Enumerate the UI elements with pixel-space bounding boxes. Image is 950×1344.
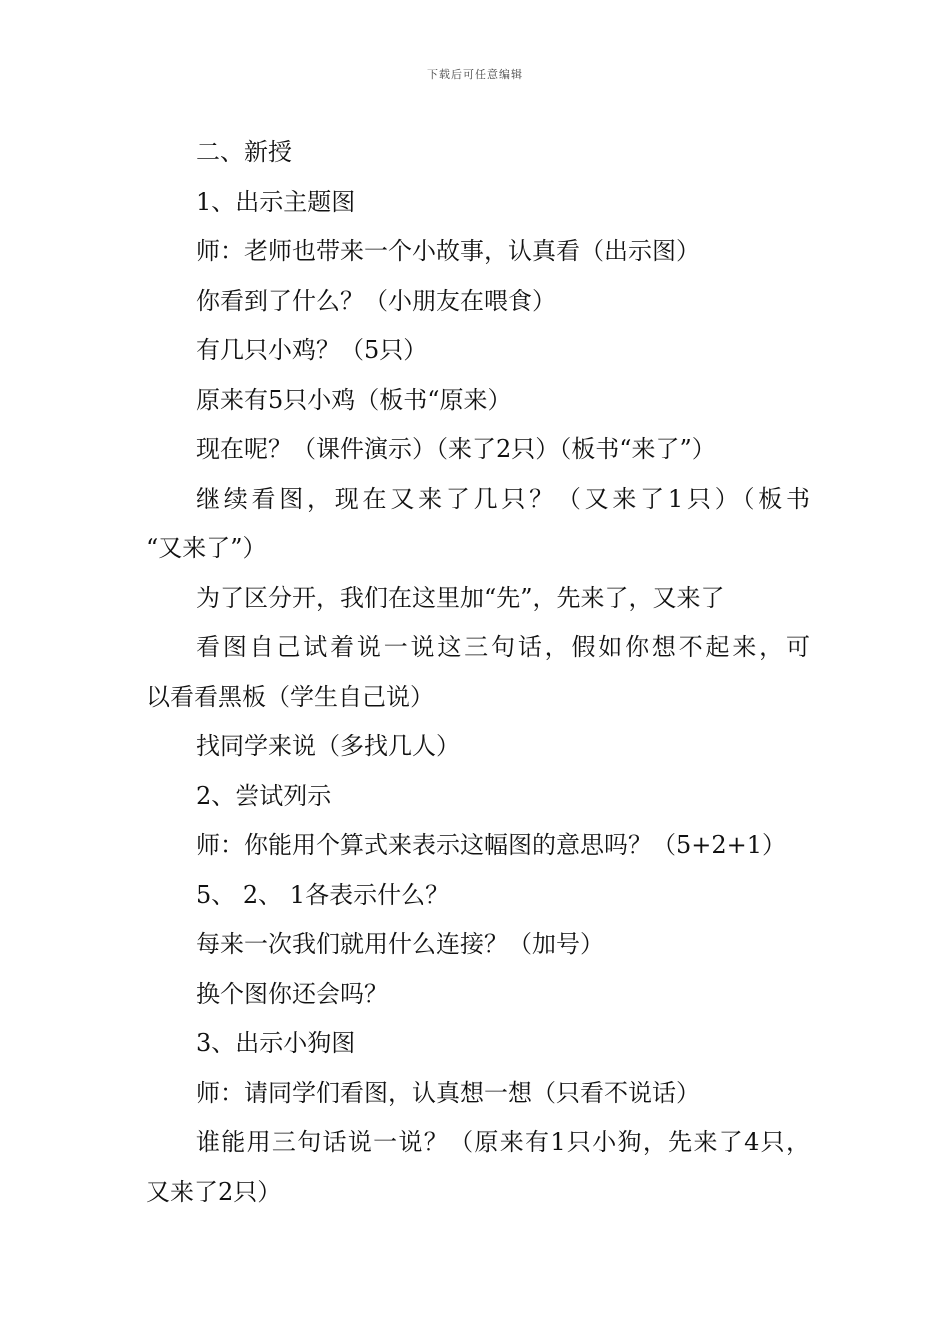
paragraph-line-continued: 又来了2只） — [146, 1177, 282, 1206]
paragraph-line: 师：你能用个算式来表示这幅图的意思吗？（5+2+1） — [196, 831, 787, 859]
paragraph-line: 原来有5只小鸡（板书“原来） — [196, 385, 512, 414]
paragraph-line-continued: 以看看黑板（学生自己说） — [146, 682, 434, 711]
paragraph-line-continued: “又来了”） — [146, 534, 267, 562]
paragraph-line: 为了区分开，我们在这里加“先”，先来了，又来了 — [196, 583, 725, 612]
section-heading: 二、新授 — [196, 138, 292, 166]
page-header: 下载后可任意编辑 — [427, 68, 523, 81]
paragraph-line: 师：老师也带来一个小故事，认真看（出示图） — [196, 237, 700, 265]
paragraph-line: 有几只小鸡？（5只） — [196, 336, 428, 364]
subsection-heading: 1、出示主题图 — [196, 187, 356, 216]
paragraph-line: 每来一次我们就用什么连接？（加号） — [196, 930, 604, 958]
paragraph-line: 师：请同学们看图，认真想一想（只看不说话） — [196, 1078, 700, 1107]
document-body — [146, 128, 810, 1217]
paragraph-line: 你看到了什么？（小朋友在喂食） — [196, 286, 556, 315]
subsection-heading: 3、出示小狗图 — [196, 1029, 356, 1057]
paragraph-line: 找同学来说（多找几人） — [196, 732, 460, 760]
paragraph-line: 换个图你还会吗？ — [196, 979, 388, 1008]
paragraph-line: 继续看图，现在又来了几只？（又来了1只）（板书 — [196, 484, 810, 513]
subsection-heading: 2、尝试列示 — [196, 781, 332, 810]
paragraph-line: 谁能用三句话说一说？（原来有1只小狗，先来了4只， — [196, 1128, 810, 1156]
paragraph-line: 现在呢？（课件演示）（来了2只）（板书“来了”） — [196, 435, 716, 463]
paragraph-line: 看图自己试着说一说这三句话，假如你想不起来，可 — [196, 633, 810, 661]
paragraph-line: 5、 2、 1各表示什么？ — [196, 880, 450, 909]
